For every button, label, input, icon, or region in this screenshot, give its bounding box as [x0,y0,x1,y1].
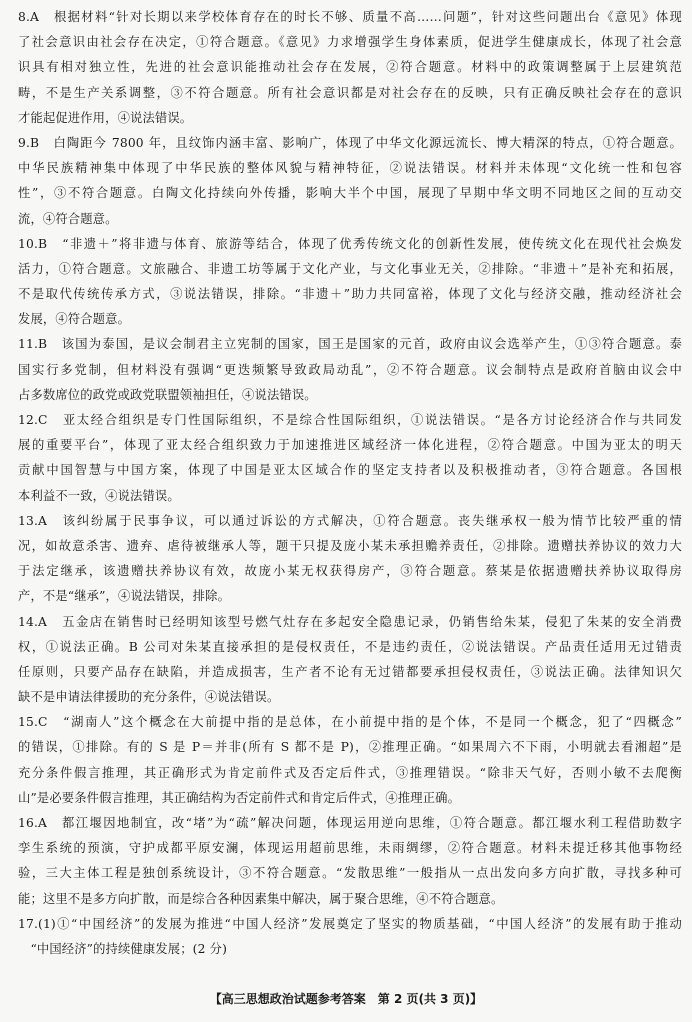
answer-15 [18,710,682,811]
answer-line: 山”是必要条件假言推理，其正确结构为否定前件式和肯定后件式，④推理正确。 [18,790,461,805]
answer-line: 流，④符合题意。 [18,211,118,226]
answer-line: 缺不是申请法律援助的充分条件，④说法错误。 [18,690,280,705]
answer-line: “中国经济”的持续健康发展；(2 分) [18,941,228,956]
answer-line: 国实行多党制，但材料没有强调“更迭频繁导致政局动乱”，②不符合题意。议会制特点是政府首脑由议会中 [18,362,682,377]
answer-16 [18,811,682,912]
answer-line: 于法定继承，该遗赠扶养协议有效，故庞小某无权获得房产，③符合题意。蔡某是依据遗赠扶养协议取得房 [18,564,682,579]
answer-line: 13.A 该纠纷属于民事争议，可以通过诉讼的方式解决，①符合题意。丧失继承权一般为情节比较严重的情 [18,513,682,528]
answer-line: 况，如故意杀害、遗弃、虐待被继承人等，题干只提及庞小某未承担赡养责任，②排除。遗赠扶养协议的效力大 [18,538,682,553]
page-footer: 【高三思想政治试题参考答案 第 2 页(共 3 页)】 [209,992,483,1006]
answer-line: 孪生系统的预演，守护成都平原安澜，体现运用超前思维，未雨绸缪，②符合题意。材料未提迁移其他事物经 [18,841,682,856]
answer-13 [18,509,682,610]
answer-line: 占多数席位的政党或政党联盟领袖担任，④说法错误。 [18,387,317,402]
answer-line: 才能起促进作用，④说法错误。 [18,110,193,125]
answer-line: 贡献中国智慧与中国方案，体现了中国是亚太区域合作的坚定支持者以及积极推动者，③符合题意。各国根 [18,463,682,478]
answer-line: 中华民族精神集中体现了中华民族的整体风貌与精神特征，②说法错误。材料并未体现“文化统一性和包容 [18,161,682,176]
answer-10 [18,232,682,333]
answer-line: 15.C “湖南人”这个概念在大前提中指的是总体，在小前提中指的是个体，不是同一个概念，犯了“四概念” [18,715,682,730]
answer-9 [18,131,682,232]
answer-line: 畴，不是生产关系调整，③不符合题意。所有社会意识都是对社会存在的反映，只有正确反映社会存在的意识 [18,85,682,100]
answer-line: 8.A 根据材料“针对长期以来学校体育存在的时长不够、质量不高……问题”，针对这些问题出台《意见》体现 [18,10,682,24]
answer-line: 权，①说法正确。B 公司对朱某直接承担的是侵权责任，不是违约责任，②说法错误。产品责任适用无过错责 [18,639,682,654]
answer-line: 不是取代传统传承方式，③说法错误，排除。“非遗＋”助力共同富裕，体现了文化与经济交融，推动经济社会 [18,287,682,302]
answer-8 [18,5,682,131]
answer-line: 12.C 亚太经合组织是专门性国际组织，不是综合性国际组织，①说法错误。“是各方讨论经济合作与共同发 [18,413,682,427]
answer-line: 性”，③不符合题意。白陶文化持续向外传播，影响大半个中国，展现了早期中华文明不同地区之间的互动交 [18,186,682,201]
answer-list [18,5,682,962]
answer-line: 的错误，①排除。有的 S 是 P＝并非(所有 S 都不是 P)，②推理正确。“如果周六不下雨，小明就去看湘超”是 [18,740,682,755]
answer-line: 识具有相对独立性，先进的社会意识能推动社会存在发展，②符合题意。材料中的政策调整属于上层建筑范 [18,60,682,75]
answer-line: 10.B “非遗＋”将非遗与体育、旅游等结合，体现了优秀传统文化的创新性发展，使传统文化在现代社会焕发 [18,236,682,251]
answer-14 [18,610,682,711]
answer-17 [18,912,682,962]
answer-line: 了社会意识由社会存在决定，①符合题意。《意见》力求增强学生身体素质，促进学生健康成长，体现了社会意 [18,35,682,50]
answer-line: 展的重要平台”，体现了亚太经合组织致力于加速推进区域经济一体化进程，②符合题意。中国为亚太的明天 [18,438,682,453]
answer-line: 9.B 白陶距今 7800 年，且纹饰内涵丰富、影响广，体现了中华文化源远流长、博大精深的特点，①符合题意。 [18,135,682,150]
answer-line: 任原则，只要产品存在缺陷，并造成损害，生产者不论有无过错都要承担侵权责任，③说法正确。法律知识欠 [18,664,682,679]
answer-line: 14.A 五金店在销售时已经明知该型号燃气灶存在多起安全隐患记录，仍销售给朱某，侵犯了朱某的安全消费 [18,614,682,629]
answer-11 [18,332,682,408]
answer-line: 16.A 都江堰因地制宜，改“堵”为“疏”解决问题，体现运用逆向思维，①符合题意。都江堰水利工程借助数字 [18,816,682,830]
answer-line: 产，不是“继承”，④说法错误，排除。 [18,589,231,604]
answer-12 [18,408,682,509]
answer-line: 充分条件假言推理，其正确形式为肯定前件式及否定后件式，③推理错误。“除非天气好，否则小敏不去爬衡 [18,765,682,780]
answer-line: 本利益不一致，④说法错误。 [18,488,180,503]
answer-line: 能；这里不是多方向扩散，而是综合各种因素集中解决，属于聚合思维，④不符合题意。 [18,891,504,906]
answer-line: 发展，④符合题意。 [18,312,131,327]
answer-line: 活力，①符合题意。文旅融合、非遗工坊等属于文化产业，与文化事业无关，②排除。“非遗＋”是补充和拓展， [18,261,682,276]
answer-line: 17.(1)①“中国经济”的发展为推进“中国人经济”发展奠定了坚实的物质基础，“中国人经济”的发展有助于推动 [18,916,682,931]
answer-line: 11.B 该国为泰国，是议会制君主立宪制的国家，国王是国家的元首，政府由议会选举产生，①③符合题意。泰 [18,337,682,352]
answer-line: 验，三大主体工程是独创系统设计，③不符合题意。“发散思维”一般指从一点出发向多方向扩散，寻找多种可 [18,866,682,881]
